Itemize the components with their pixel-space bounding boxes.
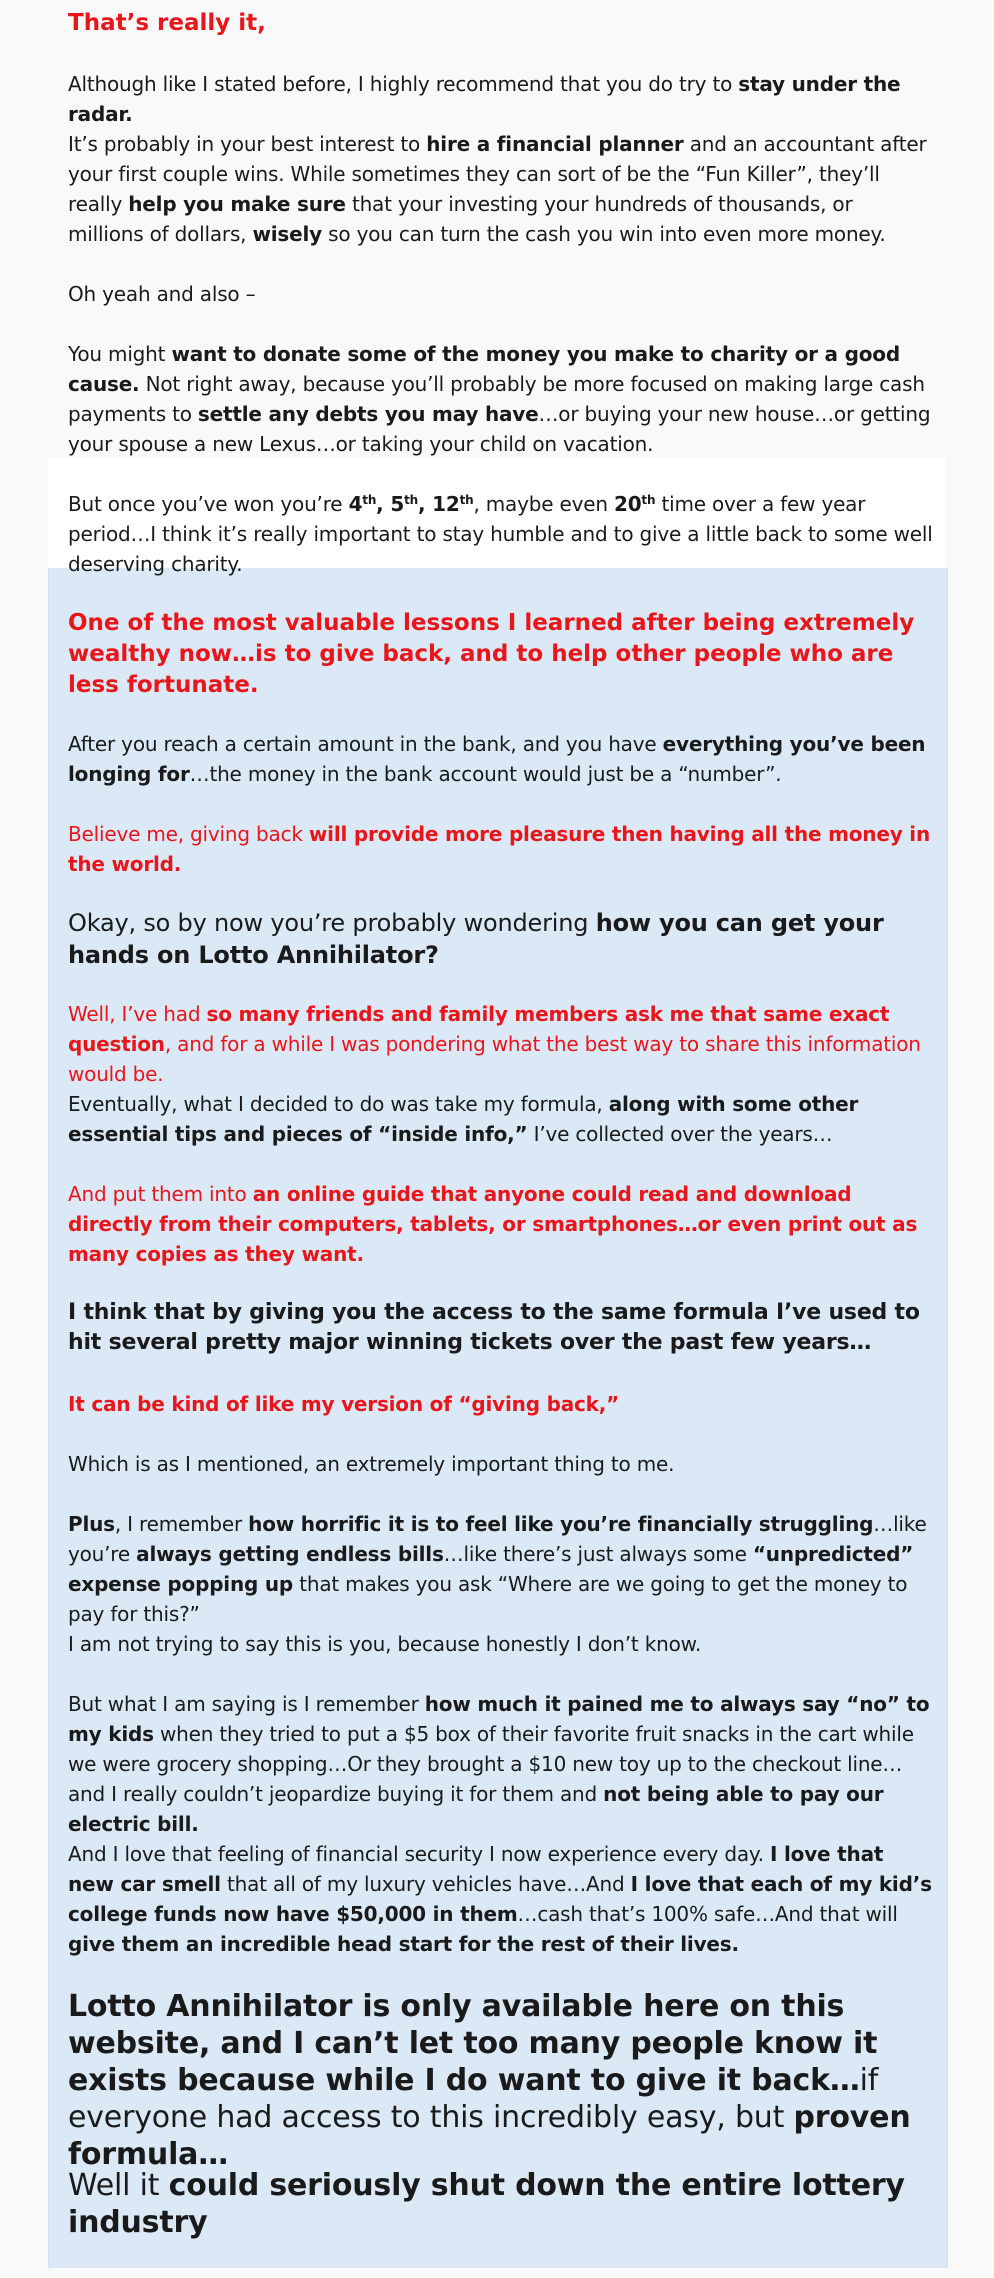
paragraph-access: I think that by giving you the access to the same formula I’ve used to hit several pretty major winning tickets over the past few years…: [68, 1300, 920, 1355]
paragraph-financial-planner: It’s probably in your best interest to hire a financial planner and an accountant after your first couple wins. While sometimes they can sort of be the “Fun Killer”, they’ll really help you make sure that your investing your hundreds of thousands, or millions of dollars, wisely so you can turn the cash you win into even more money.: [68, 132, 927, 246]
paragraph-kids: But what I am saying is I remember how much it pained me to always say “no” to my kids when they tried to put a $5 box of their favorite fruit snacks in the cart while we were grocery shopping…Or they brought a $10 new toy up to the checkout line…and I really couldn’t jeopardize buying it for them and not being able to pay our electric bill.: [68, 1692, 930, 1836]
paragraph-online-guide: And put them into an online guide that anyone could read and download directly from their computers, tablets, or smartphones…or even print out as many copies as they want.: [68, 1182, 918, 1266]
paragraph-financial-security: And I love that feeling of financial security I now experience every day. I love that new car smell that all of my luxury vehicles have…And I love that each of my kid’s college funds now have $50,000 in them…cash that’s 100% safe…And that will give them an incredible head start for the rest of their lives.: [68, 1842, 932, 1956]
paragraph-giving-back: Believe me, giving back will provide more pleasure then having all the money in the world.: [68, 822, 930, 876]
paragraph-shut-down: Well it could seriously shut down the entire lottery industry: [68, 2168, 905, 2240]
heading-thats-it: That’s really it,: [68, 10, 266, 36]
paragraph-wondering: Okay, so by now you’re probably wondering how you can get your hands on Lotto Annihilator?: [68, 909, 884, 969]
paragraph-struggling: Plus, I remember how horrific it is to feel like you’re financially struggling…like you’re always getting endless bills…like there’s just always some “unpredicted” expense popping up that makes you ask “Where are we going to get the money to pay for this?”: [68, 1512, 927, 1626]
paragraph-my-version: It can be kind of like my version of “giving back,”: [68, 1392, 620, 1416]
paragraph-friends-family: Well, I’ve had so many friends and family members ask me that same exact question, and for a while I was pondering what the best way to share this information would be.: [68, 1002, 921, 1086]
heading-valuable-lessons: One of the most valuable lessons I learned after being extremely wealthy now…is to give back, and to help other people who are less fortunate.: [68, 610, 915, 698]
paragraph-donate: You might want to donate some of the money you make to charity or a good cause. Not right away, because you’ll probably be more focused on making large cash payments to settle any debts you may have…or buying your new house…or getting your spouse a new Lexus…or taking your child on vacation.: [68, 342, 931, 456]
paragraph-not-trying: I am not trying to say this is you, because honestly I don’t know.: [68, 1632, 702, 1656]
paragraph-radar: Although like I stated before, I highly recommend that you do try to stay under the radar.: [68, 72, 901, 126]
paragraph-oh-yeah: Oh yeah and also –: [68, 282, 256, 306]
paragraph-formula: Eventually, what I decided to do was take my formula, along with some other essential tips and pieces of “inside info,” I’ve collected over the years…: [68, 1092, 859, 1146]
paragraph-stay-humble: But once you’ve won you’re 4th, 5th, 12th, maybe even 20th time over a few year period…I think it’s really important to stay humble and to give a little back to some well deserving charity.: [68, 492, 933, 576]
paragraph-number: After you reach a certain amount in the bank, and you have everything you’ve been longing for…the money in the bank account would just be a “number”.: [68, 732, 926, 786]
paragraph-only-available: Lotto Annihilator is only available here on this website, and I can’t let too many people know it exists because while I do want to give it back…if everyone had access to this incredibly easy, but proven formula…: [68, 1989, 911, 2172]
paragraph-important: Which is as I mentioned, an extremely important thing to me.: [68, 1452, 675, 1476]
